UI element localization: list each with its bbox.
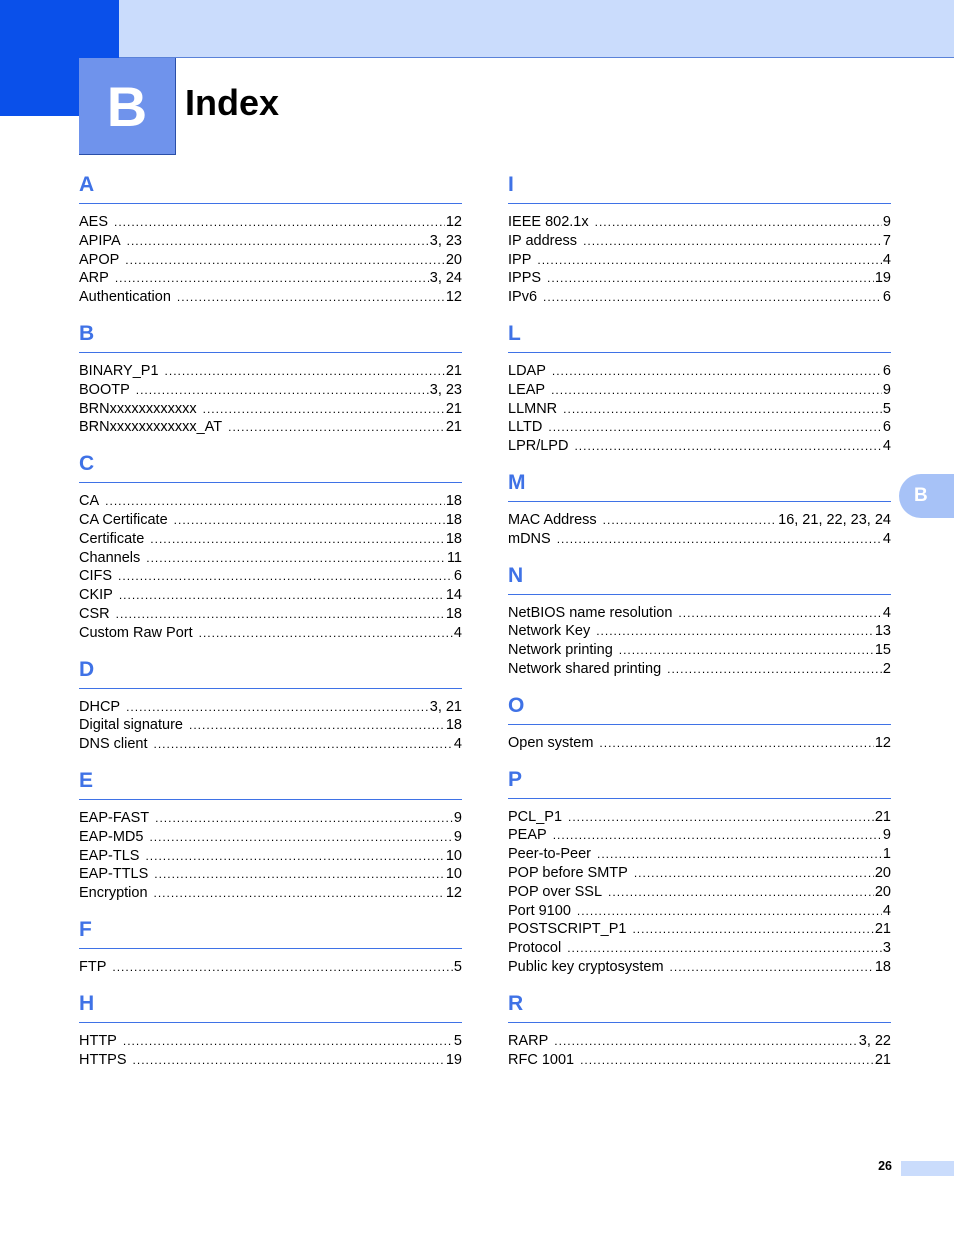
page-reference[interactable]: 6	[882, 289, 891, 306]
section-letter: P	[508, 767, 523, 791]
index-term: APOP	[79, 251, 120, 268]
index-term: AES	[79, 214, 109, 230]
index-entry[interactable]	[508, 920, 891, 939]
index-entry[interactable]	[79, 269, 462, 288]
index-term: POP over SSL	[508, 883, 603, 900]
page-reference[interactable]: 3, 24	[429, 270, 462, 287]
section-rule	[79, 799, 462, 800]
index-entry[interactable]	[508, 660, 891, 679]
index-term: HTTP	[79, 1032, 117, 1049]
index-entry[interactable]	[79, 586, 462, 605]
page-reference[interactable]: 9	[882, 214, 891, 230]
index-term: DHCP	[79, 698, 121, 715]
page-reference[interactable]: 12	[445, 885, 462, 902]
section-letter: M	[508, 470, 526, 494]
section-rule	[79, 203, 462, 204]
page-reference[interactable]: 18	[445, 717, 462, 734]
index-term: EAP-FAST	[79, 809, 150, 826]
dot-leader	[146, 549, 446, 568]
section-letter: C	[79, 452, 95, 476]
section-letter: R	[508, 991, 524, 1015]
index-entry[interactable]	[508, 269, 891, 288]
dot-leader	[632, 920, 873, 939]
index-entry[interactable]	[508, 1051, 891, 1070]
dot-leader	[125, 251, 445, 270]
index-term: IPPS	[508, 270, 542, 287]
index-term: Encryption	[79, 885, 148, 902]
chapter-letter-box: B	[79, 58, 176, 155]
index-entry[interactable]	[508, 530, 891, 549]
page-reference[interactable]: 6	[882, 419, 891, 436]
index-entry[interactable]	[508, 641, 891, 660]
dot-leader	[548, 418, 882, 437]
index-term: LLTD	[508, 419, 543, 436]
dot-leader	[154, 735, 453, 754]
index-entry[interactable]	[508, 418, 891, 437]
index-section	[508, 691, 891, 765]
page-reference[interactable]: 15	[874, 642, 891, 659]
section-gap	[79, 903, 462, 915]
index-term: IP address	[508, 232, 578, 249]
page-reference[interactable]: 10	[445, 866, 462, 883]
header-rule	[119, 57, 954, 58]
index-section	[79, 449, 462, 654]
dot-leader	[552, 362, 882, 381]
page-reference[interactable]: 3, 21	[429, 698, 462, 715]
section-rule	[79, 482, 462, 483]
index-entry[interactable]	[79, 511, 462, 530]
page-reference[interactable]: 4	[882, 902, 891, 919]
index-entry[interactable]	[79, 549, 462, 568]
index-term: CIFS	[79, 568, 113, 585]
dot-leader	[563, 400, 882, 419]
index-entry[interactable]	[79, 865, 462, 884]
dot-leader	[155, 809, 453, 828]
page-reference[interactable]: 20	[445, 251, 462, 268]
dot-leader	[574, 437, 881, 456]
index-entry[interactable]	[79, 958, 462, 977]
dot-leader	[567, 939, 882, 958]
index-term: Open system	[508, 734, 594, 751]
page-reference[interactable]: 9	[882, 381, 891, 398]
index-entry[interactable]	[79, 288, 462, 307]
index-term: FTP	[79, 958, 107, 975]
dot-leader	[543, 288, 882, 307]
dot-leader	[551, 381, 882, 400]
index-term: LLMNR	[508, 400, 558, 417]
dot-leader	[597, 845, 882, 864]
section-letter: L	[508, 321, 521, 345]
section-letter: F	[79, 917, 92, 941]
page-reference[interactable]: 12	[445, 214, 462, 230]
index-term: Network shared printing	[508, 660, 662, 677]
index-term: LDAP	[508, 362, 546, 379]
index-entry[interactable]	[508, 437, 891, 456]
index-term: PEAP	[508, 827, 547, 844]
index-term: APIPA	[79, 232, 121, 249]
page-reference[interactable]: 20	[874, 864, 891, 881]
section-gap	[508, 307, 891, 319]
page-reference[interactable]: 5	[453, 958, 462, 975]
index-column-left	[79, 170, 462, 1081]
header-band	[119, 0, 954, 58]
page-reference[interactable]: 2	[882, 660, 891, 677]
index-term: DNS client	[79, 736, 148, 753]
footer-bar	[901, 1161, 954, 1176]
index-entry[interactable]	[79, 362, 462, 381]
section-letter: N	[508, 563, 524, 587]
dot-leader	[670, 958, 874, 977]
section-gap	[79, 977, 462, 989]
dot-leader	[189, 716, 445, 735]
index-entry[interactable]	[508, 845, 891, 864]
index-term: EAP-MD5	[79, 828, 144, 845]
index-entry[interactable]	[79, 1051, 462, 1070]
section-letter: O	[508, 693, 525, 717]
index-term: IPP	[508, 251, 532, 268]
dot-leader	[149, 828, 452, 847]
index-term: LEAP	[508, 381, 546, 398]
page-reference[interactable]: 5	[453, 1032, 462, 1049]
index-term: LPR/LPD	[508, 438, 569, 455]
index-term: POP before SMTP	[508, 864, 628, 881]
index-term: ARP	[79, 270, 109, 287]
section-gap	[79, 643, 462, 655]
section-rule	[79, 352, 462, 353]
index-term: HTTPS	[79, 1051, 127, 1068]
page-reference[interactable]: 4	[882, 530, 891, 547]
index-section	[79, 319, 462, 449]
index-term: mDNS	[508, 530, 551, 547]
page-reference[interactable]: 18	[445, 493, 462, 510]
section-letter: H	[79, 991, 95, 1015]
index-term: Protocol	[508, 940, 562, 957]
index-entry[interactable]	[79, 1032, 462, 1051]
dot-leader	[154, 884, 445, 903]
index-entry[interactable]	[508, 939, 891, 958]
page-reference[interactable]: 9	[453, 809, 462, 826]
section-gap	[79, 1069, 462, 1081]
section-gap	[508, 753, 891, 765]
index-entry[interactable]	[508, 232, 891, 251]
page-reference[interactable]: 19	[445, 1051, 462, 1068]
dot-leader	[203, 400, 445, 419]
dot-leader	[596, 622, 874, 641]
dot-leader	[678, 604, 882, 623]
section-letter: B	[79, 321, 95, 345]
index-section	[508, 170, 891, 319]
index-term: CKIP	[79, 587, 113, 604]
page-reference[interactable]: 19	[874, 270, 891, 287]
index-entry[interactable]	[508, 622, 891, 641]
page-reference[interactable]: 3, 23	[429, 232, 462, 249]
dot-leader	[603, 511, 777, 530]
dot-leader	[557, 530, 882, 549]
section-letter: D	[79, 657, 95, 681]
dot-leader	[199, 624, 453, 643]
page-reference[interactable]: 18	[874, 958, 891, 975]
index-entry[interactable]	[79, 213, 462, 232]
index-term: Peer-to-Peer	[508, 846, 592, 863]
section-rule	[508, 724, 891, 725]
index-term: Port 9100	[508, 902, 571, 919]
section-rule	[508, 352, 891, 353]
dot-leader	[123, 1032, 453, 1051]
index-term: BRNxxxxxxxxxxxx_AT	[79, 419, 223, 436]
index-entry[interactable]	[79, 847, 462, 866]
index-term: MAC Address	[508, 511, 597, 528]
index-entry[interactable]	[508, 958, 891, 977]
page-reference[interactable]: 3, 22	[858, 1032, 891, 1049]
index-term: NetBIOS name resolution	[508, 604, 673, 621]
index-entry[interactable]	[508, 604, 891, 623]
index-section	[508, 561, 891, 691]
index-term: EAP-TTLS	[79, 866, 149, 883]
index-entry[interactable]	[508, 251, 891, 270]
index-term: RFC 1001	[508, 1051, 575, 1068]
index-entry[interactable]	[508, 213, 891, 232]
index-section	[79, 170, 462, 319]
page-reference[interactable]: 18	[445, 605, 462, 622]
index-term: CSR	[79, 605, 110, 622]
index-term: Certificate	[79, 530, 145, 547]
index-term: CA	[79, 493, 100, 510]
index-entry[interactable]	[79, 400, 462, 419]
page-title: Index	[185, 82, 280, 123]
section-rule	[508, 203, 891, 204]
index-entry[interactable]	[79, 251, 462, 270]
dot-leader	[115, 269, 429, 288]
dot-leader	[568, 808, 874, 827]
index-entry[interactable]	[79, 828, 462, 847]
dot-leader	[126, 698, 429, 717]
page-reference[interactable]: 4	[882, 604, 891, 621]
index-entry[interactable]	[79, 492, 462, 511]
page-reference[interactable]: 18	[445, 511, 462, 528]
section-gap	[508, 1069, 891, 1081]
page-reference[interactable]: 3	[882, 940, 891, 957]
dot-leader	[553, 826, 882, 845]
index-term: Digital signature	[79, 717, 183, 734]
index-entry[interactable]	[79, 716, 462, 735]
dot-leader	[174, 511, 445, 530]
index-entry[interactable]	[79, 567, 462, 586]
dot-leader	[118, 567, 453, 586]
index-term: CA Certificate	[79, 511, 168, 528]
index-section	[508, 319, 891, 468]
index-entry[interactable]	[508, 288, 891, 307]
index-entry[interactable]	[508, 734, 891, 753]
index-entry[interactable]	[508, 400, 891, 419]
dot-leader	[177, 288, 445, 307]
page-reference[interactable]: 21	[445, 362, 462, 379]
index-section	[79, 766, 462, 915]
index-section	[508, 468, 891, 561]
section-rule	[79, 948, 462, 949]
index-term: RARP	[508, 1032, 549, 1049]
dot-leader	[112, 958, 453, 977]
section-rule	[79, 1022, 462, 1023]
index-column-right	[508, 170, 891, 1081]
page-reference[interactable]: 21	[874, 1051, 891, 1068]
dot-leader	[577, 902, 882, 921]
section-rule	[508, 594, 891, 595]
section-gap	[79, 754, 462, 766]
index-entry[interactable]	[79, 530, 462, 549]
index-entry[interactable]	[508, 883, 891, 902]
index-term: Custom Raw Port	[79, 624, 193, 641]
index-section	[79, 915, 462, 989]
dot-leader	[114, 213, 445, 232]
index-entry[interactable]	[79, 884, 462, 903]
index-term: EAP-TLS	[79, 847, 140, 864]
section-letter: A	[79, 173, 95, 196]
dot-leader	[127, 232, 429, 251]
section-rule	[508, 1022, 891, 1023]
index-entry[interactable]	[508, 511, 891, 530]
page-reference[interactable]: 7	[882, 232, 891, 249]
index-section	[79, 989, 462, 1082]
page-reference[interactable]: 6	[453, 568, 462, 585]
page-reference[interactable]: 6	[882, 362, 891, 379]
page-reference[interactable]: 11	[446, 549, 462, 566]
index-entry[interactable]	[79, 698, 462, 717]
index-term: Network printing	[508, 642, 613, 659]
section-gap	[508, 977, 891, 989]
index-term: IEEE 802.1x	[508, 214, 589, 230]
dot-leader	[154, 865, 445, 884]
index-term: Public key cryptosystem	[508, 958, 664, 975]
index-section	[508, 989, 891, 1082]
index-section	[79, 655, 462, 766]
index-term: PCL_P1	[508, 808, 563, 825]
index-entry[interactable]	[508, 826, 891, 845]
dot-leader	[119, 586, 445, 605]
index-entry[interactable]	[79, 232, 462, 251]
index-entry[interactable]	[508, 1032, 891, 1051]
page-reference[interactable]: 21	[874, 921, 891, 938]
page-reference[interactable]: 20	[874, 883, 891, 900]
index-entry[interactable]	[79, 605, 462, 624]
index-entry[interactable]	[508, 381, 891, 400]
page-reference[interactable]: 4	[882, 438, 891, 455]
page-reference[interactable]: 21	[874, 808, 891, 825]
page-reference[interactable]: 4	[453, 736, 462, 753]
section-rule	[79, 688, 462, 689]
page-reference[interactable]: 10	[445, 847, 462, 864]
index-term: Network Key	[508, 623, 591, 640]
page-reference[interactable]: 21	[445, 419, 462, 436]
page-reference[interactable]: 9	[453, 828, 462, 845]
dot-leader	[608, 883, 874, 902]
page-reference[interactable]: 12	[874, 734, 891, 751]
index-term: BOOTP	[79, 381, 130, 398]
page-reference[interactable]: 1	[882, 846, 891, 863]
index-entry[interactable]	[508, 864, 891, 883]
dot-leader	[547, 269, 874, 288]
page-reference[interactable]: 21	[445, 400, 462, 417]
dot-leader	[554, 1032, 857, 1051]
index-entry[interactable]	[79, 418, 462, 437]
section-letter: E	[79, 768, 94, 792]
section-gap	[508, 679, 891, 691]
page-reference[interactable]: 9	[882, 827, 891, 844]
index-entry[interactable]	[508, 808, 891, 827]
chapter-side-tab[interactable]: B	[899, 474, 954, 518]
page-reference[interactable]: 18	[445, 530, 462, 547]
page-reference[interactable]: 14	[445, 587, 462, 604]
index-term: BINARY_P1	[79, 362, 159, 379]
index-term: IPv6	[508, 289, 538, 306]
page-number: 26	[878, 1159, 892, 1173]
dot-leader	[228, 418, 445, 437]
page-reference[interactable]: 12	[445, 289, 462, 306]
index-entry[interactable]	[79, 809, 462, 828]
section-gap	[79, 307, 462, 319]
dot-leader	[165, 362, 445, 381]
index-term: BRNxxxxxxxxxxxx	[79, 400, 197, 417]
section-rule	[508, 501, 891, 502]
index-term: Authentication	[79, 289, 171, 306]
section-letter: I	[508, 173, 514, 196]
page-reference[interactable]: 4	[453, 624, 462, 641]
dot-leader	[583, 232, 882, 251]
section-rule	[508, 798, 891, 799]
dot-leader	[150, 530, 445, 549]
index-entry[interactable]	[508, 902, 891, 921]
dot-leader	[667, 660, 882, 679]
page-reference[interactable]: 16, 21, 22, 23, 24	[778, 511, 891, 528]
index-section	[508, 765, 891, 989]
dot-leader	[136, 381, 429, 400]
page-reference[interactable]: 4	[882, 251, 891, 268]
section-gap	[79, 437, 462, 449]
index-term: Channels	[79, 549, 141, 566]
page-reference[interactable]: 5	[882, 400, 891, 417]
section-gap	[508, 456, 891, 468]
dot-leader	[105, 492, 445, 511]
dot-leader	[619, 641, 874, 660]
dot-leader	[537, 251, 882, 270]
dot-leader	[116, 605, 445, 624]
index-term: POSTSCRIPT_P1	[508, 921, 627, 938]
dot-leader	[634, 864, 874, 883]
dot-leader	[599, 734, 873, 753]
page-reference[interactable]: 3, 23	[429, 381, 462, 398]
dot-leader	[145, 847, 444, 866]
dot-leader	[580, 1051, 874, 1070]
section-gap	[508, 549, 891, 561]
index-entry[interactable]	[79, 735, 462, 754]
page-reference[interactable]: 13	[874, 623, 891, 640]
dot-leader	[595, 213, 882, 232]
dot-leader	[133, 1051, 445, 1070]
index-entry[interactable]	[508, 362, 891, 381]
index-entry[interactable]	[79, 381, 462, 400]
index-entry[interactable]	[79, 624, 462, 643]
